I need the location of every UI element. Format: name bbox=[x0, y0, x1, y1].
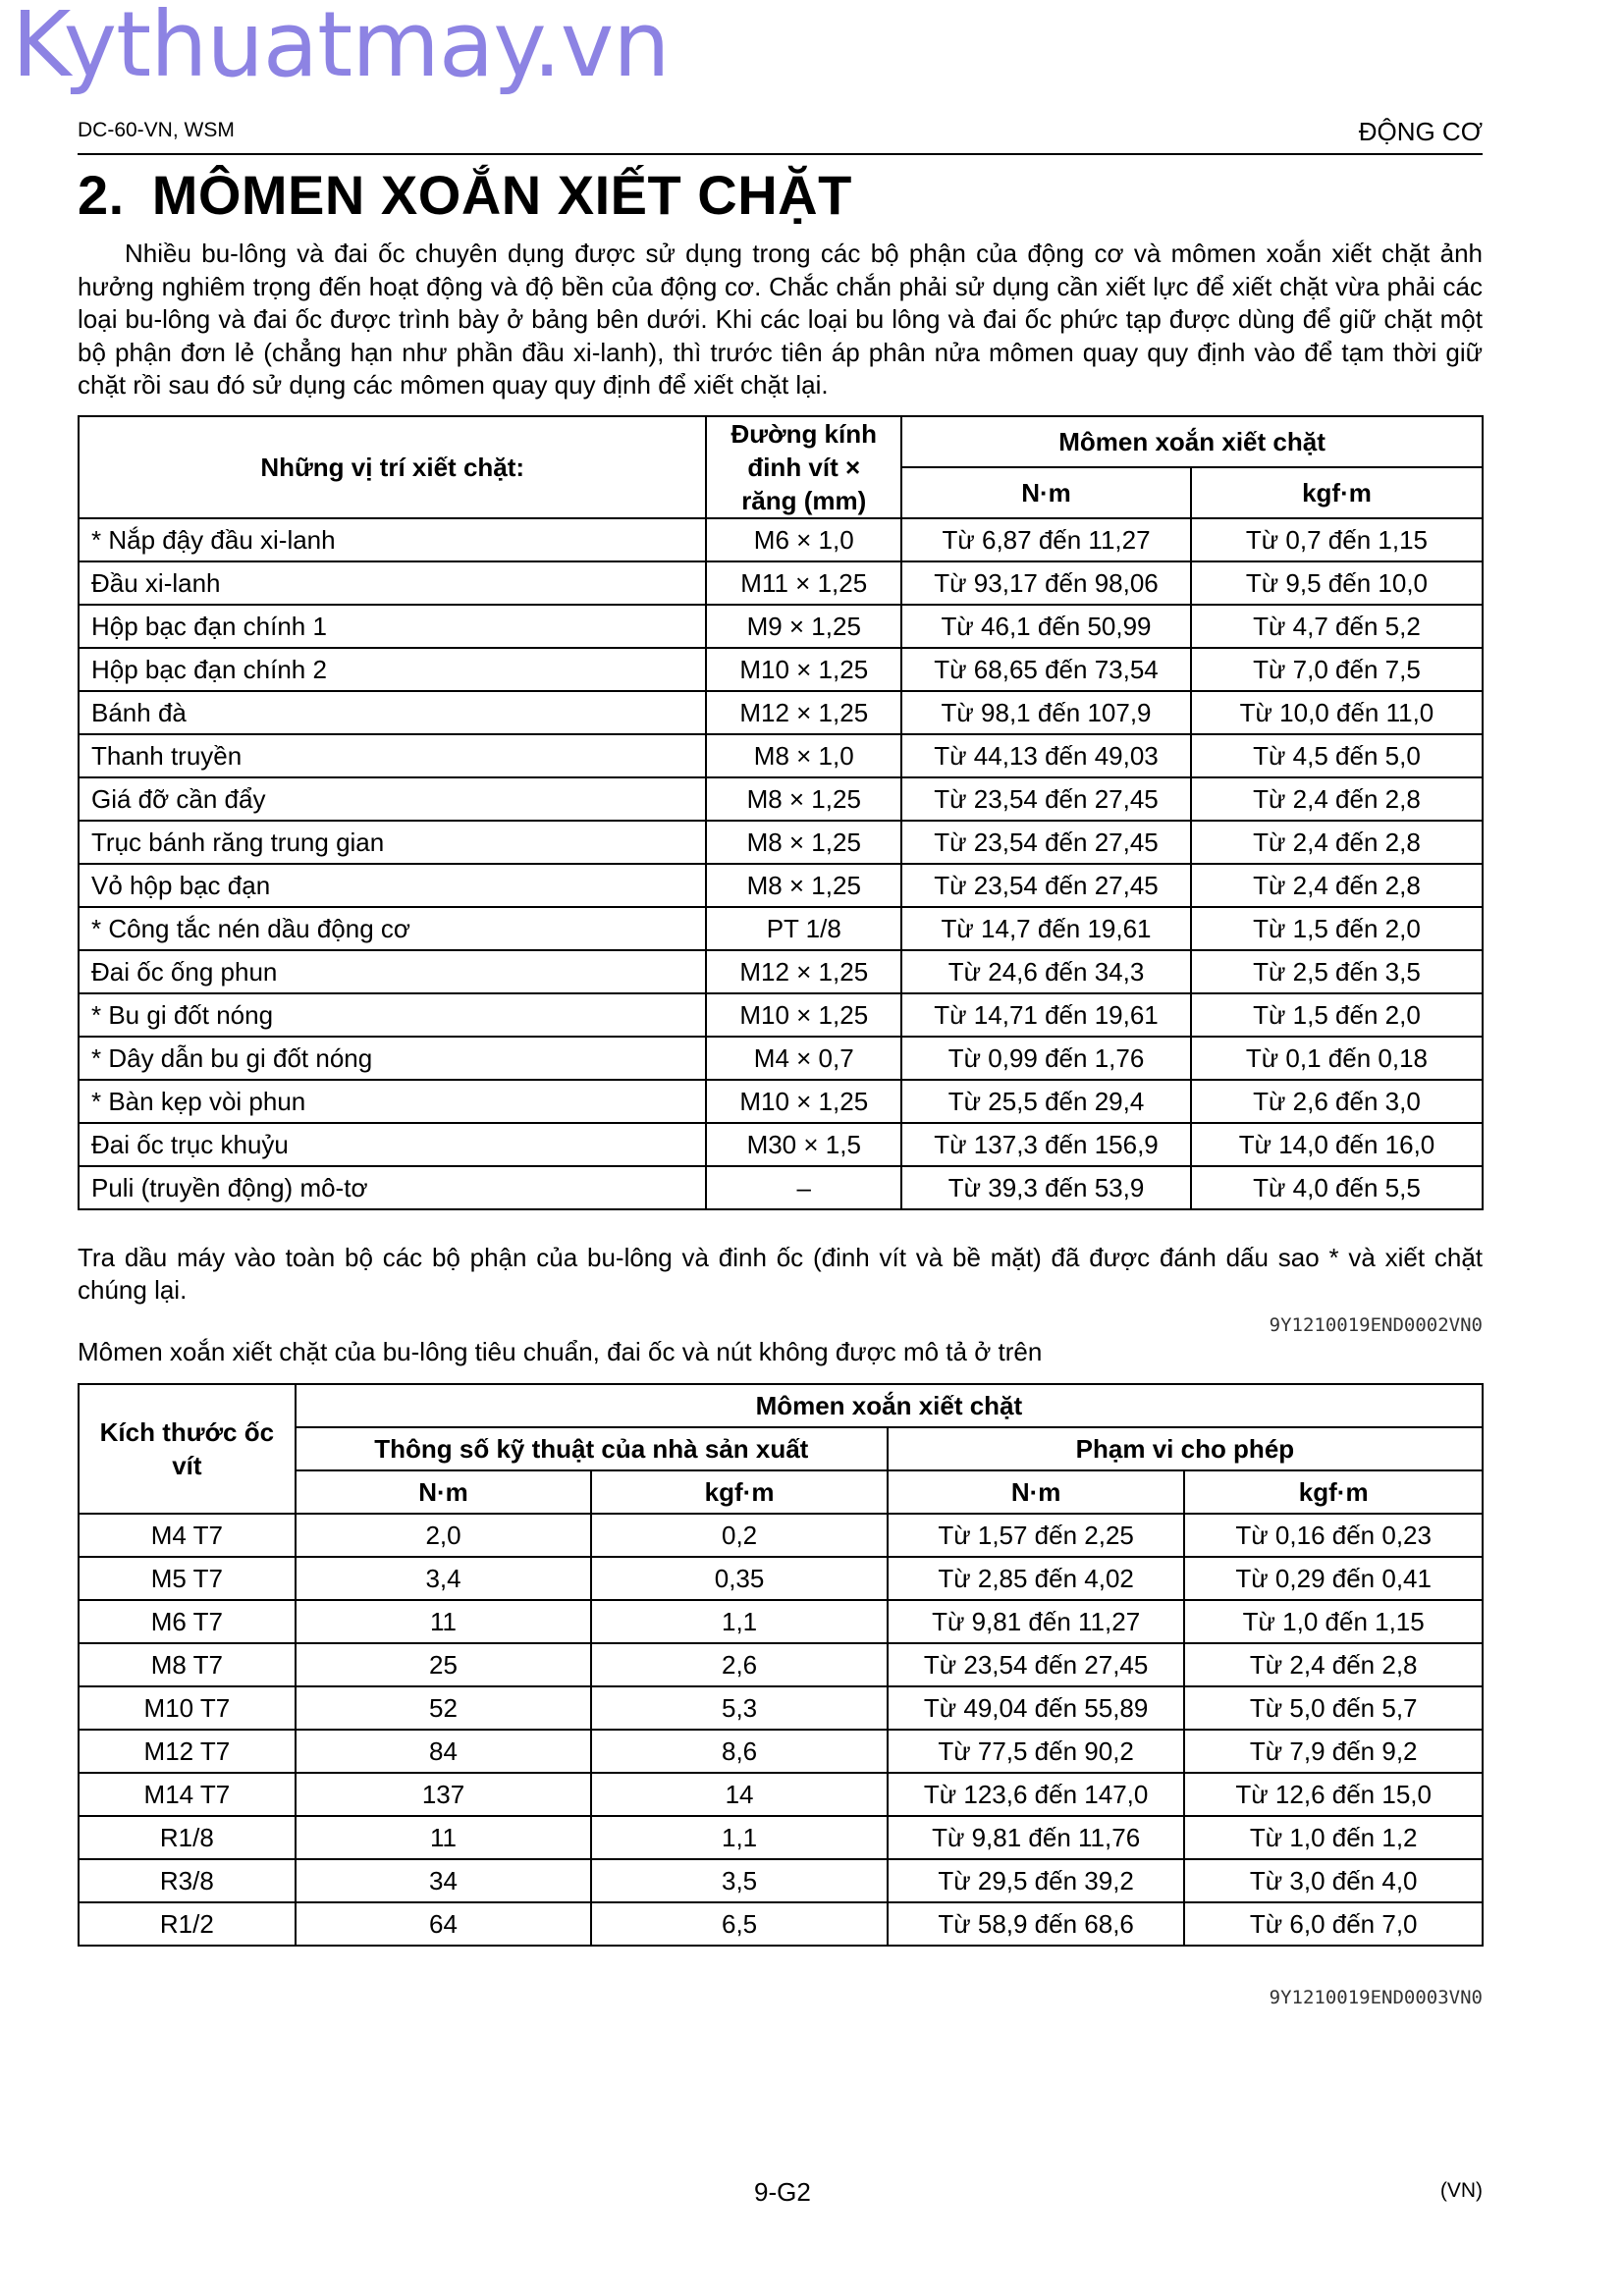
page-title bbox=[78, 163, 852, 227]
table2-body bbox=[79, 1514, 1483, 1946]
table-cell: 11 bbox=[296, 1816, 592, 1859]
table-cell: Từ 0,29 đến 0,41 bbox=[1184, 1557, 1483, 1600]
table-cell: Từ 5,0 đến 5,7 bbox=[1184, 1686, 1483, 1730]
col-header-nm: N·m bbox=[901, 467, 1191, 518]
table-cell: M12 T7 bbox=[79, 1730, 296, 1773]
table-cell: Từ 6,87 đến 11,27 bbox=[901, 518, 1191, 561]
col-header-range: Phạm vi cho phép bbox=[888, 1427, 1483, 1470]
table-cell: M10 × 1,25 bbox=[706, 1080, 901, 1123]
table-cell: Từ 123,6 đến 147,0 bbox=[888, 1773, 1185, 1816]
table-cell: Từ 4,7 đến 5,2 bbox=[1191, 605, 1483, 648]
table-cell: M10 × 1,25 bbox=[706, 993, 901, 1037]
table-cell: Puli (truyền động) mô-tơ bbox=[79, 1166, 706, 1209]
table-cell: Từ 2,4 đến 2,8 bbox=[1184, 1643, 1483, 1686]
table-cell: M11 × 1,25 bbox=[706, 561, 901, 605]
col-header-location: Những vị trí xiết chặt: bbox=[79, 416, 706, 518]
table-cell: 5,3 bbox=[591, 1686, 888, 1730]
table-cell: 137 bbox=[296, 1773, 592, 1816]
table-cell: Bánh đà bbox=[79, 691, 706, 734]
table-row bbox=[79, 1557, 1483, 1600]
table-cell: Từ 46,1 đến 50,99 bbox=[901, 605, 1191, 648]
col-header-kgfm: kgf·m bbox=[1191, 467, 1483, 518]
table-cell: M5 T7 bbox=[79, 1557, 296, 1600]
table-cell: M4 T7 bbox=[79, 1514, 296, 1557]
table-row bbox=[79, 1902, 1483, 1946]
page-number: 9-G2 bbox=[754, 2177, 811, 2207]
table-cell: R1/2 bbox=[79, 1902, 296, 1946]
table-cell: Từ 1,57 đến 2,25 bbox=[888, 1514, 1185, 1557]
table-cell: Đai ốc ống phun bbox=[79, 950, 706, 993]
col-header-spec: Thông số kỹ thuật của nhà sản xuất bbox=[296, 1427, 888, 1470]
table-cell: Từ 6,0 đến 7,0 bbox=[1184, 1902, 1483, 1946]
table-row bbox=[79, 1686, 1483, 1730]
table-row bbox=[79, 907, 1483, 950]
table-cell: M4 × 0,7 bbox=[706, 1037, 901, 1080]
table-cell: Từ 14,7 đến 19,61 bbox=[901, 907, 1191, 950]
language-tag: (VN) bbox=[1439, 2179, 1483, 2202]
table-cell: Từ 23,54 đến 27,45 bbox=[901, 864, 1191, 907]
table-cell: Vỏ hộp bạc đạn bbox=[79, 864, 706, 907]
table-cell: Từ 2,6 đến 3,0 bbox=[1191, 1080, 1483, 1123]
table-cell: 3,5 bbox=[591, 1859, 888, 1902]
table-cell: Từ 58,9 đến 68,6 bbox=[888, 1902, 1185, 1946]
table-cell: Từ 1,5 đến 2,0 bbox=[1191, 993, 1483, 1037]
table-cell: Thanh truyền bbox=[79, 734, 706, 777]
table-cell: Đai ốc trục khuỷu bbox=[79, 1123, 706, 1166]
col-header-diameter: Đường kính đinh vít × răng (mm) bbox=[706, 416, 901, 518]
table-cell: * Dây dẫn bu gi đốt nóng bbox=[79, 1037, 706, 1080]
table-cell: Từ 93,17 đến 98,06 bbox=[901, 561, 1191, 605]
table-row bbox=[79, 1166, 1483, 1209]
table-cell: * Bu gi đốt nóng bbox=[79, 993, 706, 1037]
table-cell: Từ 0,99 đến 1,76 bbox=[901, 1037, 1191, 1080]
table-cell: Từ 2,4 đến 2,8 bbox=[1191, 864, 1483, 907]
table-cell: Từ 2,5 đến 3,5 bbox=[1191, 950, 1483, 993]
table-cell: 3,4 bbox=[296, 1557, 592, 1600]
table-cell: Từ 1,0 đến 1,2 bbox=[1184, 1816, 1483, 1859]
watermark-logo: Kythuatmay.vn bbox=[12, 0, 670, 97]
table-cell: Từ 0,7 đến 1,15 bbox=[1191, 518, 1483, 561]
table-cell: Từ 12,6 đến 15,0 bbox=[1184, 1773, 1483, 1816]
table-cell: Từ 137,3 đến 156,9 bbox=[901, 1123, 1191, 1166]
table-cell: Hộp bạc đạn chính 1 bbox=[79, 605, 706, 648]
intro-paragraph: Nhiều bu-lông và đai ốc chuyên dụng được sử dụng trong các bộ phận của động cơ và mômen xoắn xiết chặt ảnh hưởng nghiêm trọng đến hoạt động và độ bền của động cơ. Chắc chắn phải sử dụng cần xiết lực để xiết chặt vừa phải các loại bu-lông và đai ốc được trình bày ở bảng bên dưới. Khi các loại bu lông và đai ốc phức tạp được dùng để giữ chặt một bộ phận đơn lẻ (chẳng hạn như phần đầu xi-lanh), thì trước tiên áp phân nửa mômen quay quy định vào để tạm thời giữ chặt rồi sau đó sử dụng các mômen quay quy định để xiết chặt lại. bbox=[78, 239, 1483, 400]
table-cell: 25 bbox=[296, 1643, 592, 1686]
table-cell: Từ 0,16 đến 0,23 bbox=[1184, 1514, 1483, 1557]
table-cell: Từ 9,81 đến 11,27 bbox=[888, 1600, 1185, 1643]
table-cell: 1,1 bbox=[591, 1600, 888, 1643]
table-cell: Từ 2,85 đến 4,02 bbox=[888, 1557, 1185, 1600]
table-cell: M10 × 1,25 bbox=[706, 648, 901, 691]
table-cell: Giá đỡ cần đẩy bbox=[79, 777, 706, 821]
title-text: MÔMEN XOẮN XIẾT CHẶT bbox=[151, 164, 852, 226]
table-cell: M12 × 1,25 bbox=[706, 691, 901, 734]
table-cell: Từ 25,5 đến 29,4 bbox=[901, 1080, 1191, 1123]
table-cell: M8 × 1,25 bbox=[706, 821, 901, 864]
table-row bbox=[79, 1600, 1483, 1643]
col-header-torque: Mômen xoắn xiết chặt bbox=[296, 1384, 1483, 1427]
table-cell: M14 T7 bbox=[79, 1773, 296, 1816]
table-cell: Từ 9,5 đến 10,0 bbox=[1191, 561, 1483, 605]
table-cell: Từ 49,04 đến 55,89 bbox=[888, 1686, 1185, 1730]
table-cell: Từ 9,81 đến 11,76 bbox=[888, 1816, 1185, 1859]
table-cell: Từ 39,3 đến 53,9 bbox=[901, 1166, 1191, 1209]
table-cell: 0,2 bbox=[591, 1514, 888, 1557]
table-cell: Từ 7,9 đến 9,2 bbox=[1184, 1730, 1483, 1773]
table-cell: Từ 4,0 đến 5,5 bbox=[1191, 1166, 1483, 1209]
table-cell: M6 × 1,0 bbox=[706, 518, 901, 561]
torque-table-specific bbox=[78, 415, 1484, 1210]
table-cell: Từ 1,0 đến 1,15 bbox=[1184, 1600, 1483, 1643]
table1-body bbox=[79, 518, 1483, 1209]
table-row bbox=[79, 1037, 1483, 1080]
table-cell: M10 T7 bbox=[79, 1686, 296, 1730]
table-cell: Trục bánh răng trung gian bbox=[79, 821, 706, 864]
table-cell: M6 T7 bbox=[79, 1600, 296, 1643]
table-row bbox=[79, 950, 1483, 993]
table-row bbox=[79, 821, 1483, 864]
table-row bbox=[79, 993, 1483, 1037]
table-cell: R3/8 bbox=[79, 1859, 296, 1902]
table-row bbox=[79, 1080, 1483, 1123]
table-row bbox=[79, 734, 1483, 777]
table-row bbox=[79, 1514, 1483, 1557]
table-row bbox=[79, 691, 1483, 734]
table-cell: Từ 23,54 đến 27,45 bbox=[888, 1643, 1185, 1686]
col-header-size: Kích thước ốc vít bbox=[79, 1384, 296, 1514]
table-cell: R1/8 bbox=[79, 1816, 296, 1859]
table-cell: 2,6 bbox=[591, 1643, 888, 1686]
table-cell: 14 bbox=[591, 1773, 888, 1816]
col-header-spec-kgfm: kgf·m bbox=[591, 1470, 888, 1514]
col-header-torque: Mômen xoắn xiết chặt bbox=[901, 416, 1483, 467]
standard-torque-caption: Mômen xoắn xiết chặt của bu-lông tiêu chuẩn, đai ốc và nút không được mô tả ở trên bbox=[78, 1337, 1043, 1366]
table-cell: 6,5 bbox=[591, 1902, 888, 1946]
table-cell: Từ 24,6 đến 34,3 bbox=[901, 950, 1191, 993]
table-cell: Từ 68,65 đến 73,54 bbox=[901, 648, 1191, 691]
table-row bbox=[79, 561, 1483, 605]
table-row bbox=[79, 777, 1483, 821]
table-cell: * Bàn kẹp vòi phun bbox=[79, 1080, 706, 1123]
table-cell: Từ 44,13 đến 49,03 bbox=[901, 734, 1191, 777]
table-cell: Từ 7,0 đến 7,5 bbox=[1191, 648, 1483, 691]
table-cell: Từ 23,54 đến 27,45 bbox=[901, 777, 1191, 821]
table-cell: Từ 0,1 đến 0,18 bbox=[1191, 1037, 1483, 1080]
table-cell: Từ 77,5 đến 90,2 bbox=[888, 1730, 1185, 1773]
table-cell: Đầu xi-lanh bbox=[79, 561, 706, 605]
table-cell: M8 × 1,25 bbox=[706, 864, 901, 907]
table-row bbox=[79, 1773, 1483, 1816]
table-cell: Từ 3,0 đến 4,0 bbox=[1184, 1859, 1483, 1902]
table-cell: Từ 98,1 đến 107,9 bbox=[901, 691, 1191, 734]
table-cell: M9 × 1,25 bbox=[706, 605, 901, 648]
torque-table-standard bbox=[78, 1383, 1484, 1947]
table-cell: – bbox=[706, 1166, 901, 1209]
table-cell: Từ 14,71 đến 19,61 bbox=[901, 993, 1191, 1037]
table-cell: * Công tắc nén dầu động cơ bbox=[79, 907, 706, 950]
table-cell: Từ 2,4 đến 2,8 bbox=[1191, 777, 1483, 821]
table-cell: Từ 1,5 đến 2,0 bbox=[1191, 907, 1483, 950]
table-cell: Từ 4,5 đến 5,0 bbox=[1191, 734, 1483, 777]
header-divider bbox=[78, 153, 1483, 155]
table-cell: M12 × 1,25 bbox=[706, 950, 901, 993]
table-cell: 8,6 bbox=[591, 1730, 888, 1773]
table-cell: Từ 23,54 đến 27,45 bbox=[901, 821, 1191, 864]
lubrication-note: Tra dầu máy vào toàn bộ các bộ phận của bu-lông và đinh ốc (đinh vít và bề mặt) đã được đánh dấu sao * và xiết chặt chúng lại. bbox=[78, 1243, 1483, 1305]
section-title: ĐỘNG CƠ bbox=[1358, 117, 1483, 146]
table-cell: * Nắp đậy đầu xi-lanh bbox=[79, 518, 706, 561]
table-row bbox=[79, 605, 1483, 648]
table-cell: M30 × 1,5 bbox=[706, 1123, 901, 1166]
table-row bbox=[79, 648, 1483, 691]
col-header-range-kgfm: kgf·m bbox=[1184, 1470, 1483, 1514]
table-cell: 0,35 bbox=[591, 1557, 888, 1600]
table-cell: Từ 10,0 đến 11,0 bbox=[1191, 691, 1483, 734]
table-row bbox=[79, 1816, 1483, 1859]
reference-code: 9Y1210019END0003VN0 bbox=[1269, 1987, 1483, 2008]
doc-code: DC-60-VN, WSM bbox=[78, 119, 235, 141]
table-row bbox=[79, 518, 1483, 561]
table-cell: Từ 29,5 đến 39,2 bbox=[888, 1859, 1185, 1902]
table-cell: M8 × 1,0 bbox=[706, 734, 901, 777]
table-row bbox=[79, 1123, 1483, 1166]
table-row bbox=[79, 864, 1483, 907]
table-cell: Từ 14,0 đến 16,0 bbox=[1191, 1123, 1483, 1166]
title-number: 2. bbox=[78, 164, 125, 226]
table-cell: M8 × 1,25 bbox=[706, 777, 901, 821]
col-header-range-nm: N·m bbox=[888, 1470, 1185, 1514]
table-cell: Hộp bạc đạn chính 2 bbox=[79, 648, 706, 691]
table-cell: 11 bbox=[296, 1600, 592, 1643]
table-cell: Từ 2,4 đến 2,8 bbox=[1191, 821, 1483, 864]
table-cell: 52 bbox=[296, 1686, 592, 1730]
table-cell: 1,1 bbox=[591, 1816, 888, 1859]
table-row bbox=[79, 1730, 1483, 1773]
table-row bbox=[79, 1643, 1483, 1686]
table-cell: 2,0 bbox=[296, 1514, 592, 1557]
table-cell: M8 T7 bbox=[79, 1643, 296, 1686]
table-cell: 84 bbox=[296, 1730, 592, 1773]
reference-code: 9Y1210019END0002VN0 bbox=[1269, 1314, 1483, 1336]
table-cell: 34 bbox=[296, 1859, 592, 1902]
table-cell: PT 1/8 bbox=[706, 907, 901, 950]
col-header-spec-nm: N·m bbox=[296, 1470, 592, 1514]
table-row bbox=[79, 1859, 1483, 1902]
table-cell: 64 bbox=[296, 1902, 592, 1946]
